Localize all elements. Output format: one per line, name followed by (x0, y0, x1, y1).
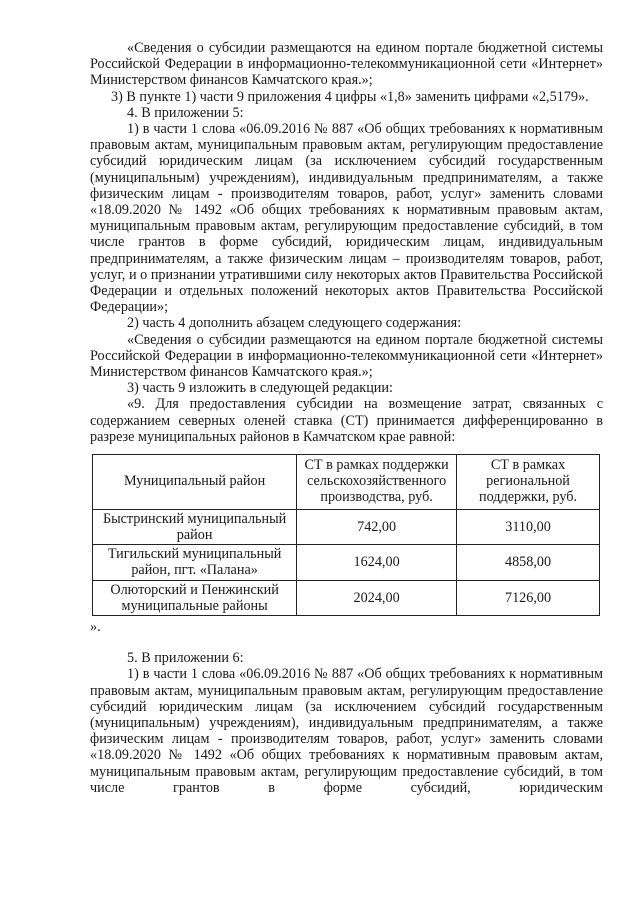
paragraph-appendix-6-part-1: 1) в части 1 слова «06.09.2016 № 887 «Об общих требованиях к нормативным правовым актам, муниципальным правовым актам, регулирующим предоставление субсидий юридическим лицам (за исключением субсидий государственным (муниципальным) учреждениям), индивидуальным предпринимателям, а также физическим лицам - производителям товаров, работ, услуг» заменить словами «18.09.2020 № 1492 «Об общих требованиях к нормативным правовым актам, муниципальным правовым актам, регулирующим предоставление субсидий, в том числе грантов в форме субсидий, юридическим (90, 666, 603, 796)
paragraph-item-5-heading: 5. В приложении 6: (127, 650, 244, 667)
table-cell-district: Олюторский и Пенжинский муниципальные районы (93, 580, 297, 615)
paragraph-appendix-5-part-1: 1) в части 1 слова «06.09.2016 № 887 «Об общих требованиях к нормативным правовым актам, муниципальным правовым актам, регулирующим предоставление субсидий юридическим лицам (за исключением субсидий государственным (муниципальным) учреждениям), индивидуальным предпринимателям, а также физическим лицам - производителям товаров, работ, услуг» заменить словами «18.09.2020 № 1492 «Об общих требованиях к нормативным правовым актам, муниципальным правовым актам, регулирующим предоставление субсидий, в том числе грантов в форме субсидий, юридическим лицам, индивидуальным предпринимателям, а также физическим лицам – производителям товаров, работ, услуг, и о признании утратившими силу некоторых актов Правительства Российской Федерации и отдельных положений некоторых актов Правительства Российской Федерации»; (90, 121, 603, 316)
table-cell-rate-regional: 3110,00 (457, 509, 600, 544)
table-row (93, 509, 600, 544)
table-cell-rate-regional: 4858,00 (457, 545, 600, 580)
table-cell-rate-agricultural: 742,00 (297, 509, 457, 544)
table-row (93, 580, 600, 615)
paragraph-item-4-heading: 4. В приложении 5: (127, 104, 244, 121)
table-cell-district: Быстринский муниципальный район (93, 509, 297, 544)
paragraph-appendix-5-part-9: 3) часть 9 изложить в следующей редакции: (127, 380, 393, 397)
table-cell-rate-regional: 7126,00 (457, 580, 600, 615)
table-header-district: Муниципальный район (93, 455, 297, 510)
paragraph-item-3-appendix-4: 3) В пункте 1) части 9 приложения 4 цифры «1,8» заменить цифрами «2,5179». (111, 88, 589, 105)
paragraph-rate-definition: «9. Для предоставления субсидии на возмещение затрат, связанных с содержанием северных оленей ставка (СТ) принимается дифференцированно в разрезе муниципальных районов в Камчатском крае равной: (90, 396, 603, 445)
table-closing-quote: ». (90, 618, 101, 635)
document-body (90, 40, 603, 796)
subsidy-rate-table (92, 454, 600, 616)
table-cell-rate-agricultural: 2024,00 (297, 580, 457, 615)
paragraph-portal-info-1: «Сведения о субсидии размещаются на едином портале бюджетной системы Российской Федерации в информационно-телекоммуникационной сети «Интернет» Министерством финансов Камчатского края.»; (90, 40, 603, 89)
table-header-rate-regional: СТ в рамках региональной поддержки, руб. (457, 455, 600, 510)
table-cell-district: Тигильский муниципальный район, пгт. «Палана» (93, 545, 297, 580)
table-header-row (93, 455, 600, 510)
paragraph-appendix-5-part-4: 2) часть 4 дополнить абзацем следующего содержания: (127, 315, 462, 332)
paragraph-portal-info-2: «Сведения о субсидии размещаются на едином портале бюджетной системы Российской Федерации в информационно-телекоммуникационной сети «Интернет» Министерством финансов Камчатского края.»; (90, 331, 603, 381)
table-cell-rate-agricultural: 1624,00 (297, 545, 457, 580)
table-header-rate-agricultural: СТ в рамках поддержки сельскохозяйственного производства, руб. (297, 455, 457, 510)
table-row (93, 545, 600, 580)
